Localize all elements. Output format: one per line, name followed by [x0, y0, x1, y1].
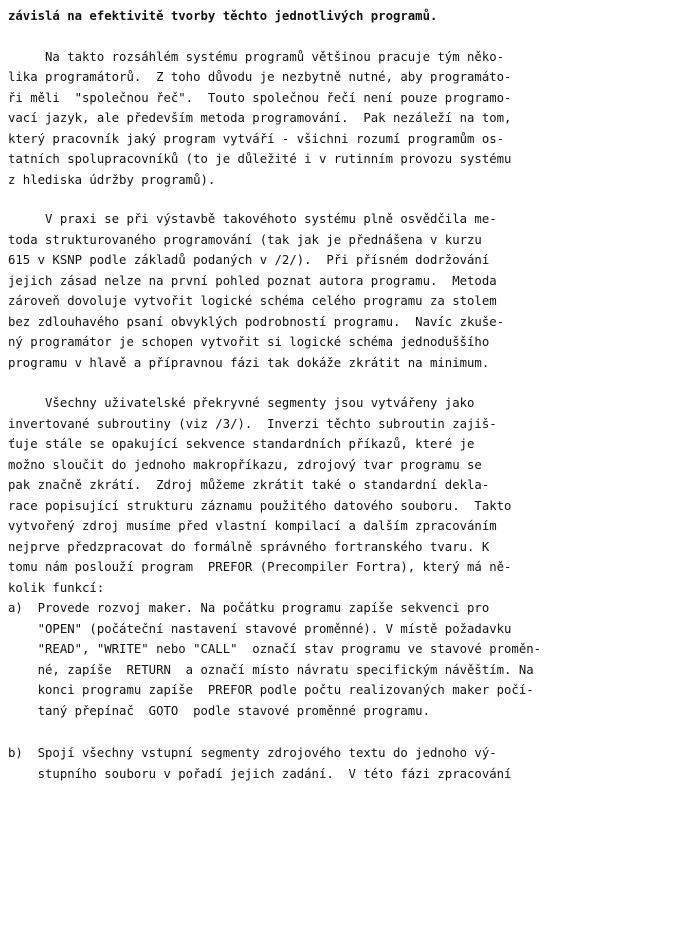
text-line: ný programátor je schopen vytvořit si logické schéma jednoduššího: [8, 335, 490, 349]
text-line: jejich zásad nelze na první pohled poznat autora programu. Metoda: [8, 273, 497, 288]
text-line: možno sloučit do jednoho makropříkazu, zdrojový tvar programu se: [8, 457, 482, 472]
text-line: z hlediska údržby programů).: [8, 172, 216, 187]
list-item-a-line: a) Provede rozvoj maker. Na počátku programu zapíše sekvenci pro: [8, 601, 490, 615]
text-line: ři měli "společnou řeč". Touto společnou řečí není pouze programo-: [8, 90, 512, 105]
text-line: který pracovník jaký program vytváří - všichni rozumí programům os-: [8, 131, 505, 146]
text-line: programu v hlavě a přípravnou fázi tak dokáže zkrátit na minimum.: [8, 355, 490, 370]
text-line: kolik funkcí:: [8, 580, 105, 595]
text-line: ťuje stále se opakující sekvence standardních příkazů, které je: [8, 437, 475, 451]
list-item-b-line: b) Spojí všechny vstupní segmenty zdrojového textu do jednoho vý-: [8, 746, 497, 760]
list-item-a-line: konci programu zapíše PREFOR podle počtu realizovaných maker počí-: [8, 683, 534, 697]
text-line: tomu nám poslouží program PREFOR (Precompiler Fortra), který má ně-: [8, 560, 512, 574]
text-line: zároveň dovoluje vytvořit logické schéma celého programu za stolem: [8, 294, 497, 308]
text-line: bez zdlouhavého psaní obvyklých podrobností programu. Navíc zkuše-: [8, 314, 505, 329]
list-item-a-line: taný přepínač GOTO podle stavové proměnné programu.: [8, 703, 430, 718]
text-line: Na takto rozsáhlém systému programů většinou pracuje tým něko-: [8, 49, 505, 64]
paragraph-team: [8, 47, 683, 191]
text-line: race popisující strukturu záznamu použitého datového souboru. Takto: [8, 498, 512, 513]
text-line: toda strukturovaného programování (tak jak je přednášena v kurzu: [8, 232, 482, 247]
list-item-a-line: "READ", "WRITE" nebo "CALL" označí stav programu ve stavové proměn-: [8, 642, 542, 656]
paragraph-segments: [8, 393, 683, 721]
text-line: vytvořený zdroj musíme před vlastní kompilací a dalším zpracováním: [8, 519, 497, 533]
list-item-b: [8, 743, 683, 784]
text-line: lika programátorů. Z toho důvodu je nezbytně nutné, aby programáto-: [8, 70, 512, 84]
list-item-b-line: stupního souboru v pořadí jejich zadání. V této fázi zpracování: [8, 766, 512, 781]
text-line: tatních spolupracovníků (to je důležité i v rutinním provozu systému: [8, 152, 512, 166]
text-line: vací jazyk, ale především metoda programování. Pak nezáleží na tom,: [8, 111, 512, 125]
text-line: Všechny uživatelské překryvné segmenty jsou vytvářeny jako: [8, 396, 475, 410]
text-line: invertované subroutiny (viz /3/). Inverzi těchto subroutin zajiš-: [8, 416, 497, 431]
text-line: závislá na efektivitě tvorby těchto jednotlivých programů.: [8, 9, 438, 23]
text-line: 615 v KSNP podle základů podaných v /2/). Při přísném dodržování: [8, 253, 490, 267]
text-line: pak značně zkrátí. Zdroj můžeme zkrátit také o standardní dekla-: [8, 478, 490, 492]
list-item-a-line: né, zapíše RETURN a označí místo návratu specifickým návěštím. Na: [8, 662, 534, 677]
paragraph-practice: [8, 209, 683, 373]
list-item-a-line: "OPEN" (počáteční nastavení stavové proměnné). V místě požadavku: [8, 621, 512, 636]
text-line: nejprve předzpracovat do formálně správného fortranského tvaru. K: [8, 539, 490, 554]
paragraph-intro-line: [8, 6, 683, 27]
text-line: V praxi se při výstavbě takovéhoto systému plně osvědčila me-: [8, 212, 497, 226]
